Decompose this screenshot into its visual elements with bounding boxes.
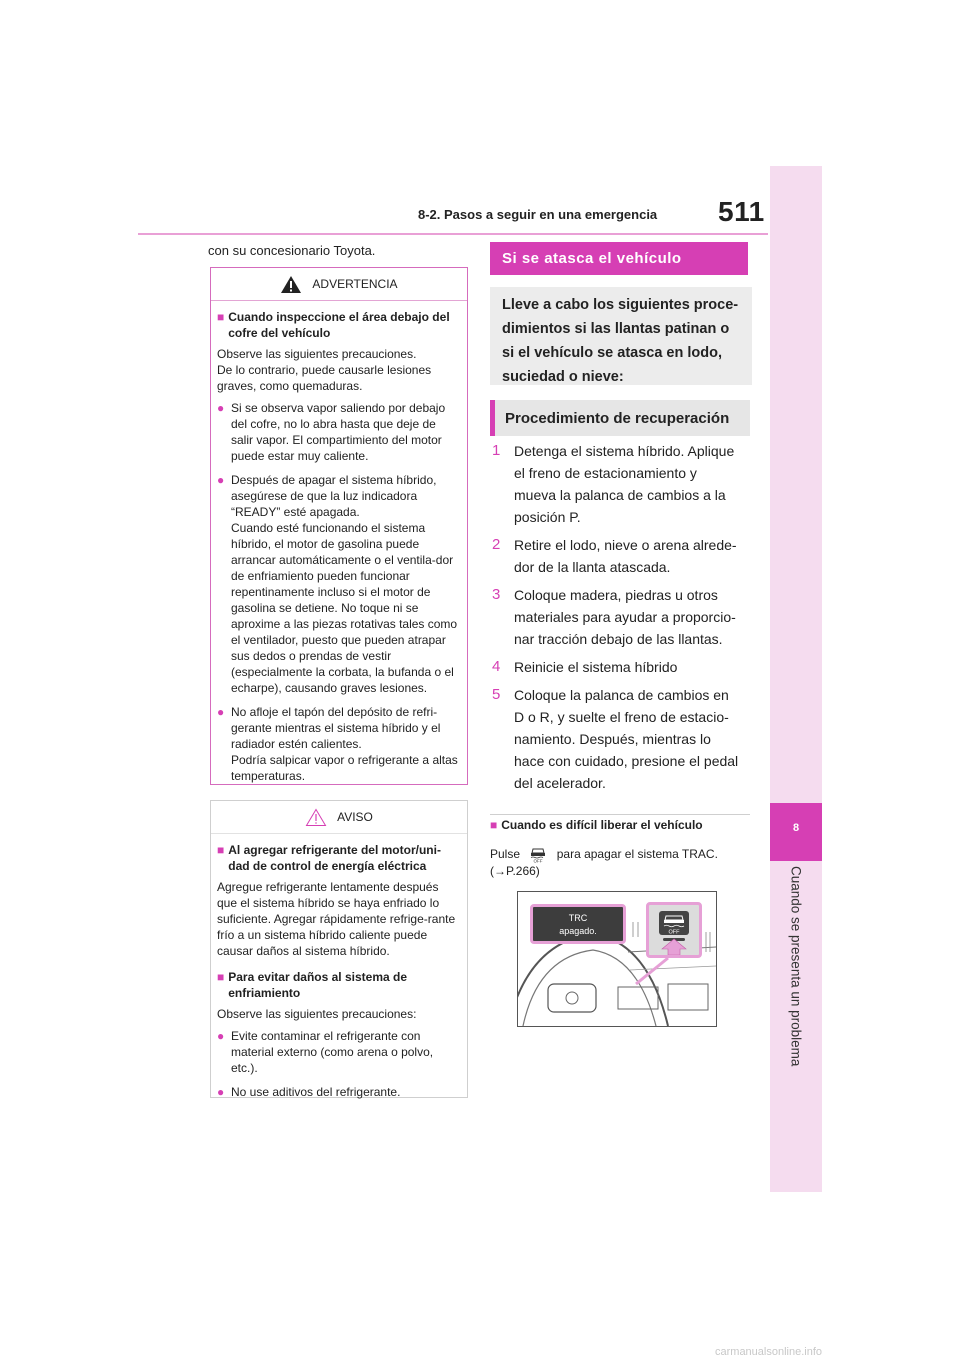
step-text: Detenga el sistema híbrido. Aplique el freno de estacionamiento y mueva la palanca de cambios a la posición P.: [514, 443, 735, 525]
trac-off-icon: [527, 847, 549, 863]
procedure-heading: Procedimiento de recuperación: [490, 400, 750, 436]
warning-paragraph: Observe las siguientes precauciones. De lo contrario, puede causarle lesiones graves, como quemaduras.: [217, 347, 432, 393]
step-number: 3: [492, 586, 501, 603]
step-number: 2: [492, 536, 501, 553]
square-bullet-icon: ■: [490, 818, 498, 832]
circle-bullet-icon: ●: [217, 473, 225, 487]
header-divider: [138, 233, 768, 235]
notice-header: [211, 801, 467, 834]
tip-text-before: Pulse: [490, 847, 521, 861]
tip-heading-text: Cuando es difícil liberar el vehículo: [501, 818, 703, 832]
notice-title: AVISO: [337, 810, 373, 824]
procedure-steps: [490, 440, 760, 800]
circle-bullet-icon: ●: [217, 1085, 225, 1099]
square-bullet-icon: ■: [217, 843, 225, 857]
warning-title: ADVERTENCIA: [312, 277, 398, 291]
notice-heading-text: Al agregar refrigerante del motor/uni-dad de control de energía eléctrica: [228, 843, 441, 873]
circle-bullet-icon: ●: [217, 705, 225, 719]
notice-paragraph: Agregue refrigerante lentamente después que el sistema híbrido se haya enfriado lo suficiente. Agregar rápidamente refrige-rante frío a un sistema híbrido caliente puede causar daños al sistema híbrido.: [217, 880, 456, 958]
step-text: Retire el lodo, nieve o arena alrede- dor de la llanta atascada.: [514, 537, 737, 575]
tip-divider: [490, 814, 750, 815]
notice-heading: [217, 842, 461, 874]
square-bullet-icon: ■: [217, 310, 225, 324]
chapter-number: 8: [792, 822, 800, 834]
step-number: 1: [492, 442, 501, 459]
procedure-intro: Lleve a cabo los siguientes proce-dimientos si las llantas patinan o si el vehículo se atasca en lodo, suciedad o nieve:: [490, 287, 752, 385]
trc-switch-label: OFF: [668, 929, 680, 936]
procedure-step: [490, 534, 760, 578]
chapter-title: Cuando se presenta un problema: [788, 866, 804, 1067]
tip-text-after: para apagar el sistema TRAC.: [556, 847, 718, 861]
watermark: carmanualsonline.info: [715, 1346, 823, 1358]
notice-heading-text: Para evitar daños al sistema de enfriamiento: [228, 970, 408, 1000]
step-number: 4: [492, 658, 501, 675]
warning-heading-text: Cuando inspeccione el área debajo del cofre del vehículo: [228, 310, 450, 340]
notice-bullet-text: Evite contaminar el refrigerante con material externo (como arena o polvo, etc.).: [231, 1029, 434, 1075]
notice-bullet-text: No use aditivos del refrigerante.: [231, 1085, 401, 1099]
tip-text: [490, 846, 750, 879]
notice-heading: [217, 969, 461, 1001]
warning-bullet: [217, 400, 461, 464]
procedure-step: [490, 656, 760, 678]
warning-header: [211, 268, 467, 301]
trc-off-display: [530, 904, 626, 944]
circle-bullet-icon: ●: [217, 401, 225, 415]
procedure-step: [490, 684, 760, 794]
warning-bullet: [217, 472, 461, 696]
warning-bullet-text: No afloje el tapón del depósito de refri-gerante mientras el sistema híbrido y el radiador estén calientes. Podría salpicar vapor o refrigerante a altas temperaturas.: [231, 705, 458, 783]
trc-off-switch-closeup: [646, 902, 702, 958]
step-text: Reinicie el sistema híbrido: [514, 659, 678, 675]
tip-heading: [490, 818, 703, 832]
notice-box: [210, 800, 468, 1098]
notice-paragraph: Observe las siguientes precauciones:: [217, 1007, 417, 1021]
trac-off-icon-label: OFF: [533, 858, 543, 863]
intro-text: con su concesionario Toyota.: [208, 243, 376, 258]
step-text: Coloque la palanca de cambios en D o R, y suelte el freno de estacio- namiento. Después, mientras lo hace con cuidado, presione el pedal del acelerador.: [514, 687, 739, 791]
square-bullet-icon: ■: [217, 970, 225, 984]
warning-bullet-text: Después de apagar el sistema híbrido, asegúrese de que la luz indicadora “READY” esté apagada. Cuando esté funcionando el sistema híbrido, el motor de gasolina puede arrancar automáticamente o el ventila-dor de enfriamiento pueden funcionar repentinamente incluso si el motor de gasolina se detiene. No toque ni se aproxime a las piezas rotativas tales como el ventilador, puesto que pueden atrapar sus dedos o prendas de vestir (especialmente la corbata, la bufanda o el echarpe), causando graves lesiones.: [231, 473, 458, 695]
warning-triangle-icon: [280, 275, 302, 294]
step-text: Coloque madera, piedras u otros materiales para ayudar a proporcio- nar tracción debajo de las llantas.: [514, 587, 736, 647]
trc-display-line1: TRC: [568, 913, 588, 923]
section-heading-bar: Si se atasca el vehículo: [490, 242, 748, 275]
trc-switch-illustration: [517, 891, 717, 1027]
notice-bullet: [217, 1084, 461, 1100]
circle-bullet-icon: ●: [217, 1029, 225, 1043]
step-number: 5: [492, 686, 501, 703]
warning-bullet-text: Si se observa vapor saliendo por debajo del cofre, no lo abra hasta que deje de salir vapor. El compartimiento del motor puede estar muy caliente.: [231, 401, 446, 463]
warning-bullet: [217, 704, 461, 784]
page-reference: (→P.266): [490, 863, 540, 878]
section-title: 8-2. Pasos a seguir en una emergencia: [418, 207, 658, 222]
trc-off-switch-icon: [649, 905, 699, 955]
trc-display-line2: apagado.: [559, 926, 597, 936]
page-number: 511: [718, 196, 765, 227]
warning-box: [210, 267, 468, 785]
notice-bullet: [217, 1028, 461, 1076]
warning-heading: [217, 309, 461, 341]
caution-triangle-icon: [305, 808, 327, 827]
procedure-step: [490, 440, 760, 528]
procedure-step: [490, 584, 760, 650]
